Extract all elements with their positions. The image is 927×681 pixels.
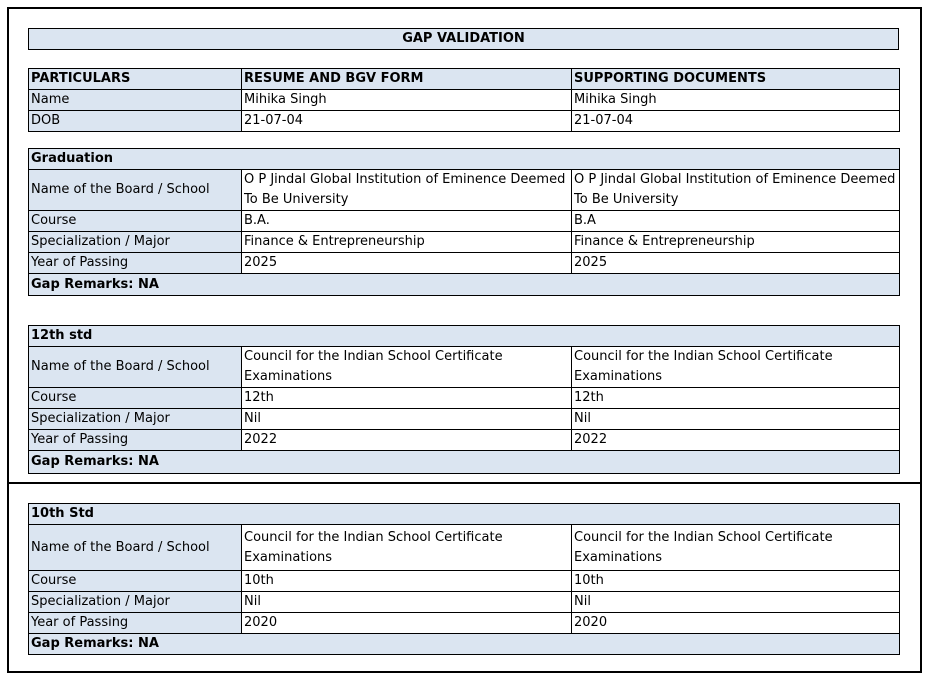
section-title: Graduation: [29, 149, 900, 170]
table-row: [29, 232, 900, 253]
resume-value: Nil: [242, 592, 572, 613]
table-row: [29, 592, 900, 613]
table-row: [29, 613, 900, 634]
supporting-value: 2025: [572, 253, 900, 274]
resume-value: 2022: [242, 430, 572, 451]
resume-value: Mihika Singh: [242, 90, 572, 111]
header-supporting: SUPPORTING DOCUMENTS: [572, 69, 900, 90]
gap-remarks: Gap Remarks: NA: [29, 451, 900, 474]
supporting-value: Nil: [572, 409, 900, 430]
row-label: Specialization / Major: [29, 232, 242, 253]
supporting-value: Mihika Singh: [572, 90, 900, 111]
resume-value: O P Jindal Global Institution of Eminence Deemed To Be University: [242, 170, 572, 211]
table-row: [29, 430, 900, 451]
row-label: Specialization / Major: [29, 409, 242, 430]
resume-value: 2025: [242, 253, 572, 274]
row-label: Name of the Board / School: [29, 347, 242, 388]
page-title: GAP VALIDATION: [29, 29, 899, 50]
table-row: [29, 347, 900, 388]
resume-value: Council for the Indian School Certificate Examinations: [242, 525, 572, 571]
tenth-table: [28, 503, 900, 655]
row-label: Course: [29, 388, 242, 409]
table-row: [29, 90, 900, 111]
header-resume: RESUME AND BGV FORM: [242, 69, 572, 90]
header-particulars: PARTICULARS: [29, 69, 242, 90]
resume-value: B.A.: [242, 211, 572, 232]
table-row: [29, 388, 900, 409]
gap-remarks: Gap Remarks: NA: [29, 274, 900, 296]
table-row: [29, 111, 900, 132]
table-row: [29, 525, 900, 571]
row-label: Course: [29, 211, 242, 232]
resume-value: 2020: [242, 613, 572, 634]
header-row: [29, 69, 900, 90]
table-row: [29, 211, 900, 232]
resume-value: Nil: [242, 409, 572, 430]
graduation-table: [28, 148, 900, 296]
supporting-value: 12th: [572, 388, 900, 409]
supporting-value: O P Jindal Global Institution of Eminence Deemed To Be University: [572, 170, 900, 211]
supporting-value: 2020: [572, 613, 900, 634]
supporting-value: B.A: [572, 211, 900, 232]
section-title: 12th std: [29, 326, 900, 347]
row-label: Course: [29, 571, 242, 592]
supporting-value: 10th: [572, 571, 900, 592]
row-label: DOB: [29, 111, 242, 132]
resume-value: 21-07-04: [242, 111, 572, 132]
resume-value: 10th: [242, 571, 572, 592]
supporting-value: 2022: [572, 430, 900, 451]
resume-value: Finance & Entrepreneurship: [242, 232, 572, 253]
resume-value: 12th: [242, 388, 572, 409]
row-label: Year of Passing: [29, 613, 242, 634]
particulars-table: [28, 68, 900, 132]
title-table: [28, 28, 899, 50]
row-label: Name of the Board / School: [29, 170, 242, 211]
supporting-value: Finance & Entrepreneurship: [572, 232, 900, 253]
row-label: Year of Passing: [29, 430, 242, 451]
table-row: [29, 170, 900, 211]
table-row: [29, 409, 900, 430]
row-label: Year of Passing: [29, 253, 242, 274]
twelfth-table: [28, 325, 900, 474]
resume-value: Council for the Indian School Certificate Examinations: [242, 347, 572, 388]
table-row: [29, 571, 900, 592]
row-label: Specialization / Major: [29, 592, 242, 613]
supporting-value: Council for the Indian School Certificate Examinations: [572, 525, 900, 571]
section-title: 10th Std: [29, 504, 900, 525]
row-label: Name of the Board / School: [29, 525, 242, 571]
row-label: Name: [29, 90, 242, 111]
supporting-value: Council for the Indian School Certificate Examinations: [572, 347, 900, 388]
table-row: [29, 253, 900, 274]
supporting-value: 21-07-04: [572, 111, 900, 132]
gap-remarks: Gap Remarks: NA: [29, 634, 900, 655]
supporting-value: Nil: [572, 592, 900, 613]
